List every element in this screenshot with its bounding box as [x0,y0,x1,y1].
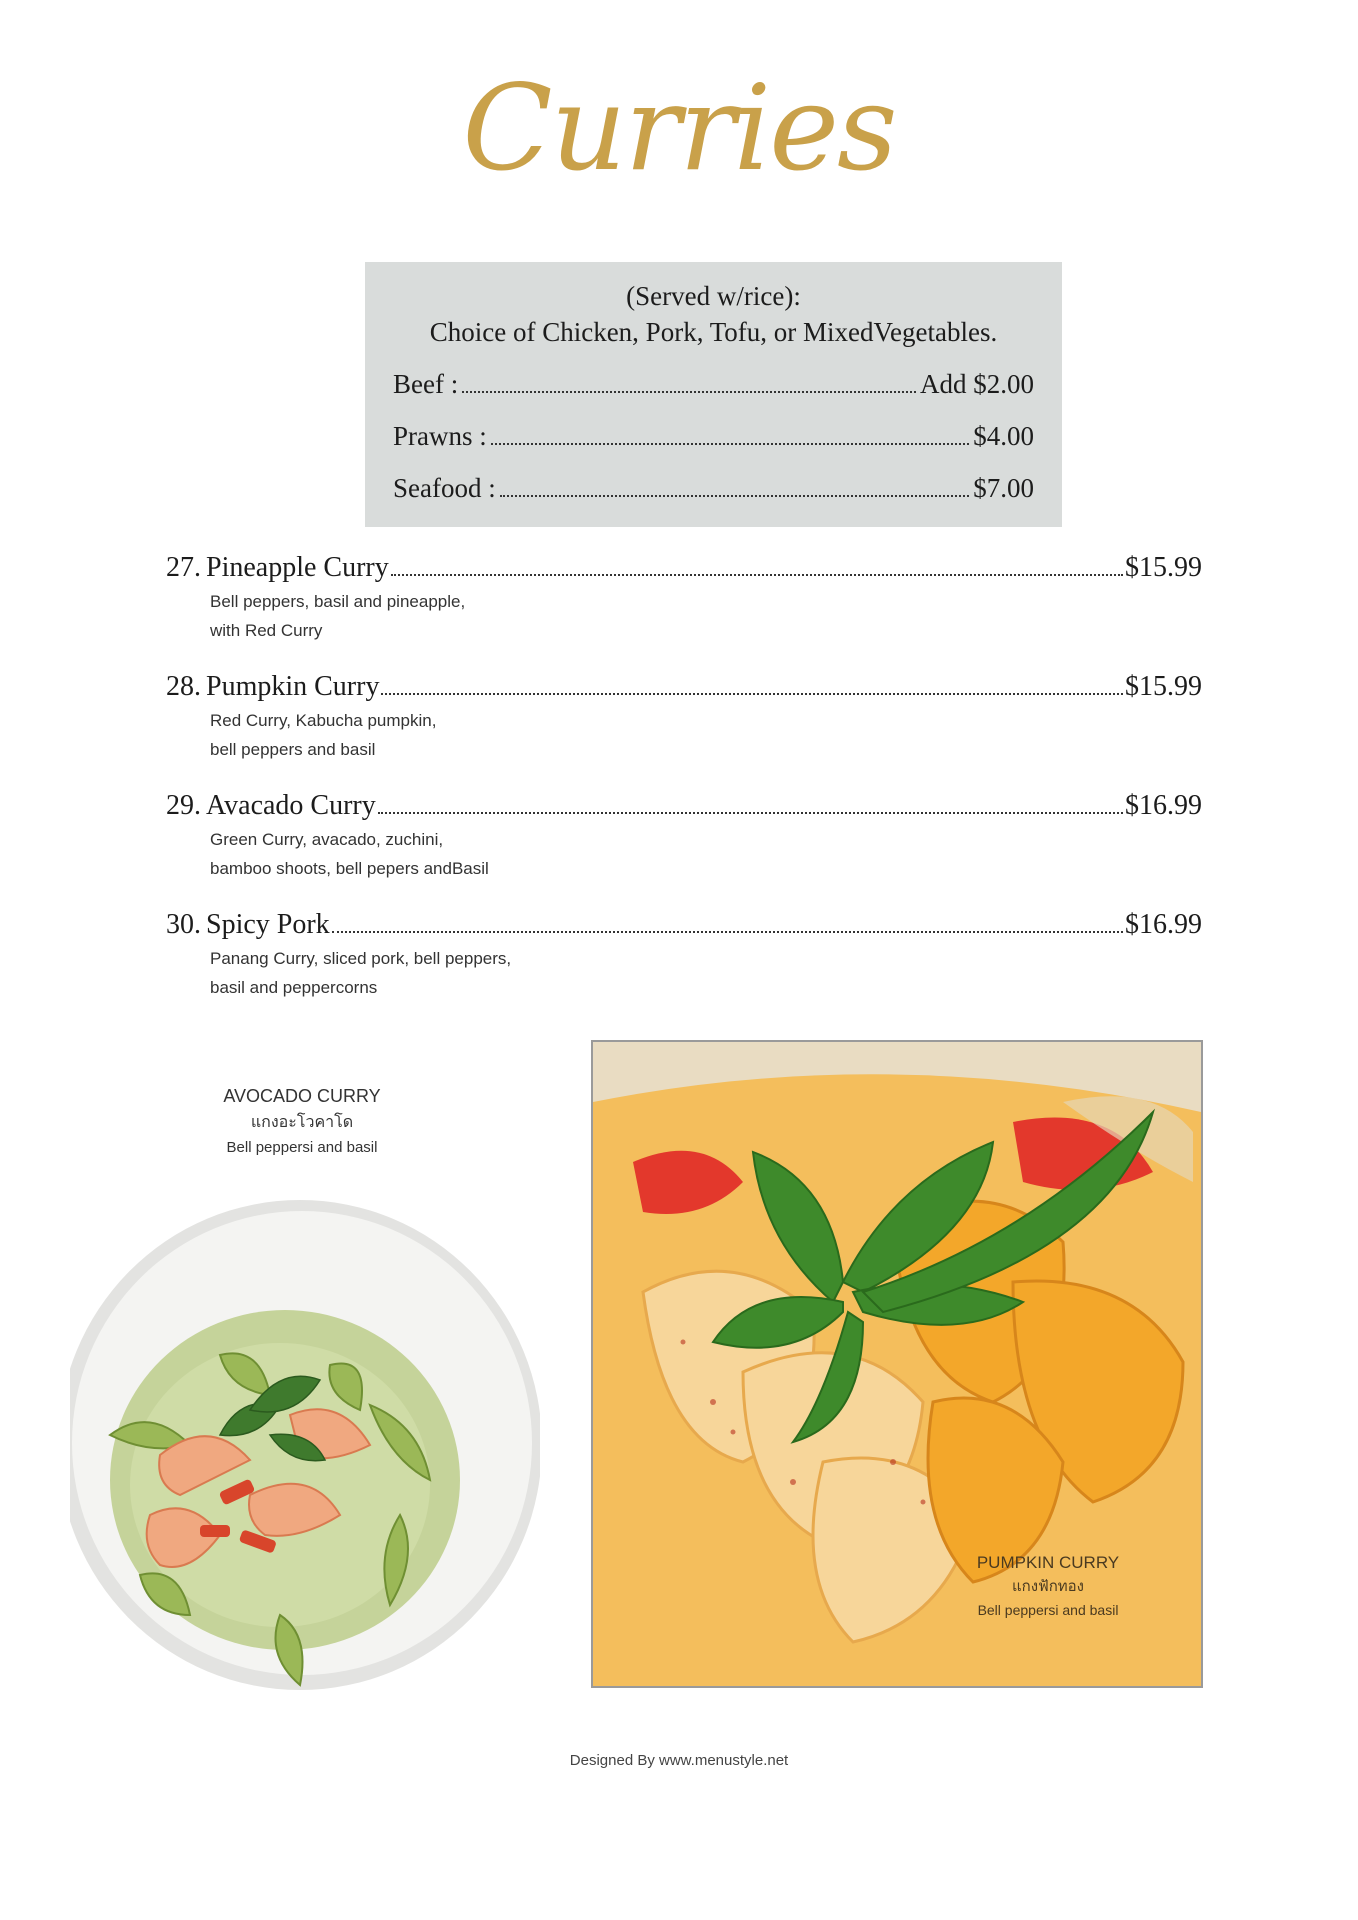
rice-info-box [365,262,1062,527]
caption-desc: Bell peppersi and basil [977,1602,1119,1618]
caption-title: PUMPKIN CURRY [976,1553,1120,1572]
addon-label: Seafood : [393,473,496,503]
dot-leader [378,812,1123,814]
addon-label: Beef : [393,369,459,399]
avocado-bowl-illustration [70,1195,540,1710]
caption-desc: Bell peppersi and basil [226,1139,378,1156]
dot-leader [332,931,1123,933]
dot-leader [391,574,1123,576]
item-name: Avacado Curry [206,790,376,821]
item-price: $15.99 [1125,671,1202,702]
dot-leader [381,693,1123,695]
pumpkin-curry-photo [591,1040,1203,1688]
pumpkin-curry-caption [933,1550,1163,1622]
menu-item-header [166,669,1202,705]
dot-leader [491,443,970,445]
served-note: (Served w/rice): [626,281,801,311]
menu-item [166,907,1202,1026]
menu-item-header [166,550,1202,586]
addon-row [393,470,1034,506]
addon-price: Add $2.00 [920,369,1034,399]
item-name: Pumpkin Curry [206,671,380,702]
item-description [210,825,630,883]
item-desc-line: Bell peppers, basil and pineapple, [210,592,466,611]
item-price: $16.99 [1125,790,1202,821]
item-number: 27. [166,552,201,583]
page-title: Curries [462,59,896,197]
avocado-curry-photo [70,1195,540,1710]
item-number: 29. [166,790,201,821]
addon-label: Prawns : [393,421,487,451]
item-desc-line: basil and peppercorns [210,978,378,997]
designer-credit: Designed By www.menustyle.net [569,1752,789,1769]
addon-price: $4.00 [973,421,1034,451]
menu-items-list [166,550,1202,1026]
dot-leader [500,495,970,497]
addon-price: $7.00 [973,473,1034,503]
item-desc-line: bamboo shoots, bell pepers andBasil [210,859,489,878]
item-number: 28. [166,671,201,702]
menu-item [166,788,1202,907]
menu-item-header [166,788,1202,824]
item-description [210,706,630,764]
item-name: Pineapple Curry [206,552,389,583]
item-price: $16.99 [1125,909,1202,940]
item-description [210,944,630,1002]
item-name: Spicy Pork [206,909,330,940]
avocado-curry-caption [192,1082,412,1160]
item-number: 30. [166,909,201,940]
item-desc-line: with Red Curry [210,621,323,640]
item-desc-line: bell peppers and basil [210,740,376,759]
menu-item [166,550,1202,669]
item-price: $15.99 [1125,552,1202,583]
addon-row [393,418,1034,454]
menu-item [166,669,1202,788]
caption-thai: แกงฟักทอง [1012,1578,1084,1595]
item-desc-line: Red Curry, Kabucha pumpkin, [210,711,437,730]
item-description [210,587,630,645]
caption-thai: แกงอะโวคาโด [250,1114,354,1131]
menu-item-header [166,907,1202,943]
dot-leader [462,391,916,393]
item-desc-line: Green Curry, avacado, zuchini, [210,830,444,849]
protein-choice: Choice of Chicken, Pork, Tofu, or MixedVegetables. [429,317,998,347]
caption-title: AVOCADO CURRY [223,1086,381,1106]
item-desc-line: Panang Curry, sliced pork, bell peppers, [210,949,512,968]
addon-row [393,366,1034,402]
